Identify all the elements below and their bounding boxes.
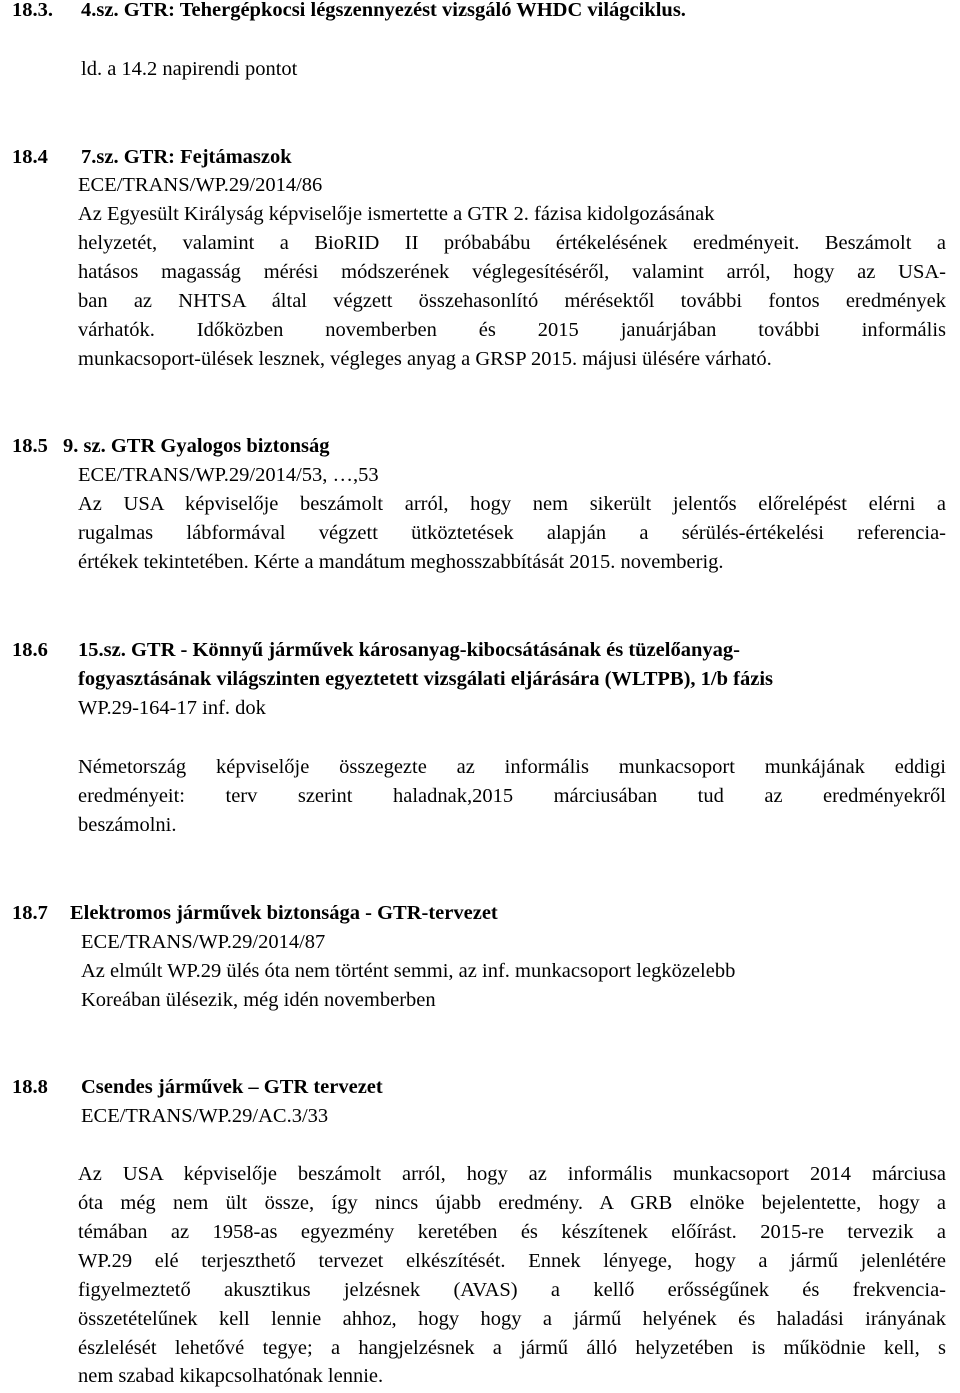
section-18-8-doc-ref: ECE/TRANS/WP.29/AC.3/33: [81, 1105, 329, 1127]
section-18-5-text-line: Az USA képviselője beszámolt arról, hogy nem sikerült jelentős előrelépést elérni a: [78, 493, 946, 515]
section-18-4-text-line: várhatók. Időközben novemberben és 2015 januárjában további informális: [78, 319, 946, 341]
section-18-6-text-line: beszámolni.: [78, 814, 177, 836]
section-18-4-text-line: munkacsoport-ülések lesznek, végleges anyag a GRSP 2015. májusi ülésére várható.: [78, 348, 772, 370]
section-18-3-reference: ld. a 14.2 napirendi pontot: [81, 58, 298, 80]
section-18-7-title: Elektromos járművek biztonsága - GTR-tervezet: [70, 902, 498, 924]
section-18-4-text-line: ban az NHTSA által végzett összehasonlító mérésektől további fontos eredmények: [78, 290, 946, 312]
section-18-6-number: 18.6: [12, 639, 48, 661]
section-18-4-text-line: Az Egyesült Királyság képviselője ismertette a GTR 2. fázisa kidolgozásának: [78, 203, 715, 225]
section-18-8-text-line: WP.29 elé terjeszthető tervezet elkészítését. Ennek lényege, hogy a jármű jelenlétére: [78, 1250, 946, 1272]
section-18-4-text-line: helyzetét, valamint a BioRID II próbabábu értékelésének eredményeit. Beszámolt a: [78, 232, 946, 254]
section-18-3-number: 18.3.: [12, 0, 53, 21]
section-18-6-text-line: eredményeit: terv szerint haladnak,2015 márciusában tud az eredményekről: [78, 785, 946, 807]
section-18-8-text-line: figyelmeztető akusztikus jelzésnek (AVAS) a kellő erősségűnek és frekvencia-: [78, 1279, 946, 1301]
section-18-6-title: fogyasztásának világszinten egyeztetett vizsgálati eljárására (WLTPB), 1/b fázis: [78, 668, 773, 690]
section-18-8-text-line: összetételűnek kell lennie ahhoz, hogy hogy a jármű helyének és haladási irányának: [78, 1308, 946, 1330]
section-18-8-text-line: nem szabad kikapcsolhatónak lennie.: [78, 1365, 384, 1387]
section-18-4-title: 7.sz. GTR: Fejtámaszok: [81, 146, 292, 168]
section-18-8-text-line: óta még nem ült össze, így nincs újabb eredmény. A GRB elnöke bejelentette, hogy a: [78, 1192, 946, 1214]
section-18-8-title: Csendes járművek – GTR tervezet: [81, 1076, 383, 1098]
section-18-7-text-line: Koreában ülésezik, még idén novemberben: [81, 989, 436, 1011]
section-18-5-doc-ref: ECE/TRANS/WP.29/2014/53, …,53: [78, 464, 379, 486]
section-18-4-number: 18.4: [12, 146, 48, 168]
section-18-7-doc-ref: ECE/TRANS/WP.29/2014/87: [81, 931, 326, 953]
section-18-8-text-line: témában az 1958-as egyezmény keretében és készítenek előírást. 2015-re tervezik a: [78, 1221, 946, 1243]
section-18-8-text-line: Az USA képviselője beszámolt arról, hogy az informális munkacsoport 2014 márciusa: [78, 1163, 946, 1185]
section-18-7-text-line: Az elmúlt WP.29 ülés óta nem történt semmi, az inf. munkacsoport legközelebb: [81, 960, 736, 982]
section-18-6-title: 15.sz. GTR - Könnyű járművek károsanyag-kibocsátásának és tüzelőanyag-: [78, 639, 740, 661]
section-18-3-title: 4.sz. GTR: Tehergépkocsi légszennyezést vizsgáló WHDC világciklus.: [81, 0, 686, 21]
section-18-6-doc-ref: WP.29-164-17 inf. dok: [78, 697, 266, 719]
section-18-8-number: 18.8: [12, 1076, 48, 1098]
section-18-5-text-line: rugalmas lábformával végzett ütköztetések alapján a sérülés-értékelési referencia-: [78, 522, 946, 544]
section-18-8-text-line: észlelését lehetővé tegye; a hangjelzésnek a jármű álló helyzetében is működnie kell, s: [78, 1337, 946, 1359]
section-18-4-doc-ref: ECE/TRANS/WP.29/2014/86: [78, 174, 323, 196]
section-18-5-number: 18.5: [12, 435, 48, 457]
section-18-5-title: 9. sz. GTR Gyalogos biztonság: [63, 435, 330, 457]
section-18-6-text-line: Németország képviselője összegezte az informális munkacsoport munkájának eddigi: [78, 756, 946, 778]
section-18-4-text-line: hatásos magasság mérési módszerének véglegesítéséről, valamint arról, hogy az USA-: [78, 261, 946, 283]
section-18-5-text-line: értékek tekintetében. Kérte a mandátum meghosszabbítását 2015. novemberig.: [78, 551, 724, 573]
section-18-7-number: 18.7: [12, 902, 48, 924]
